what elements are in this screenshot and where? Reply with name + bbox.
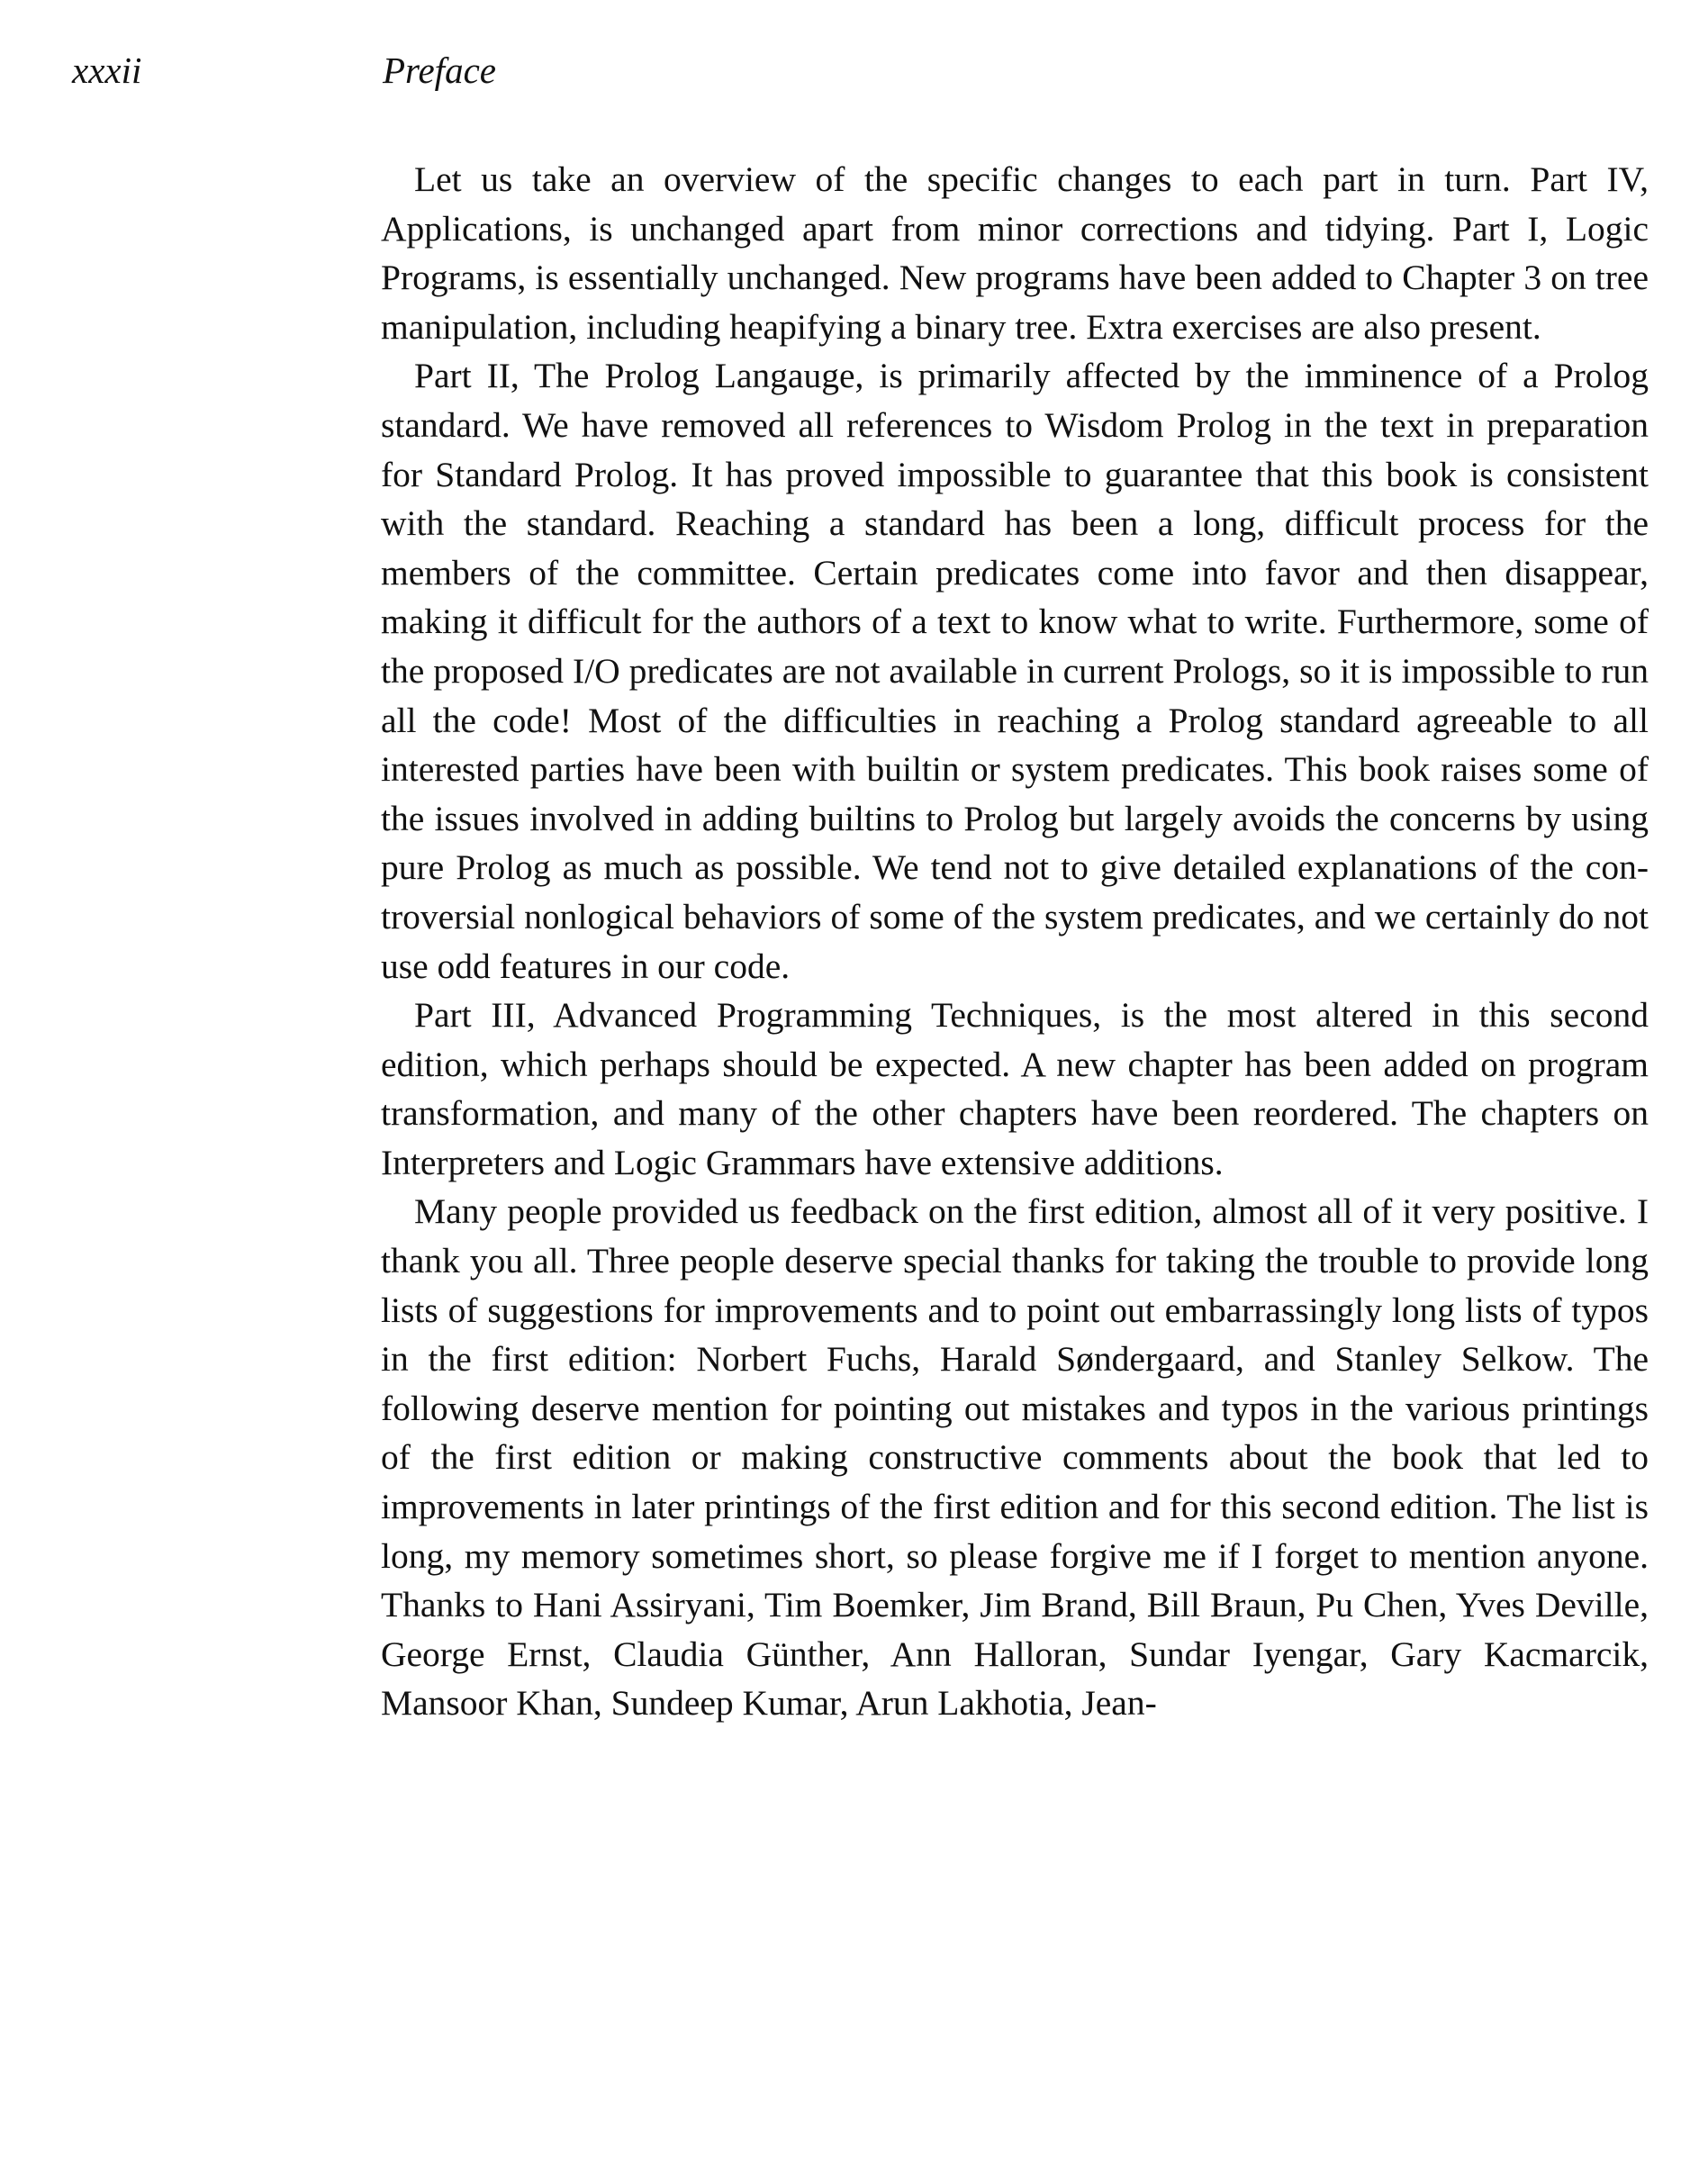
paragraph-part-two: Part II, The Prolog Langauge, is primarily affected by the imminence of a Prolog standard. We have removed all references to Wisdom Prolog in the text in preparation for Standard Prolog. It has proved impossible to guarantee that this book is consistent with the standard. Reaching a standard has been a long, difficult process for the members of the committee. Certain predicates come into favor and then disappear, making it difficult for the authors of a text to know what to write. Furthermore, some of the proposed I/O predicates are not available in current Prologs, so it is impossible to run all the code! Most of the difficulties in reaching a Prolog standard agreeable to all interested parties have been with builtin or system predicates. This book raises some of the issues involved in adding builtins to Prolog but largely avoids the concerns by using pure Prolog as much as possible. We tend not to give detailed explanations of the controversial nonlogical behaviors of some of the system predicates, and we certainly do not use odd features in our code. xyxy=(381,356,1649,986)
body-text xyxy=(381,155,1649,1728)
paragraph-changes-overview: Let us take an overview of the specific changes to each part in turn. Part IV, Applications, is unchanged apart from minor corrections and tidying. Part I, Logic Programs, is essentially unchanged. New programs have been added to Chapter 3 on tree manipulation, including heapifying a binary tree. Extra exercises are also present. xyxy=(381,159,1649,347)
paragraph-part-three: Part III, Advanced Programming Techniques, is the most altered in this second edition, which perhaps should be expected. A new chapter has been added on program transformation, and many of the other chapters have been reordered. The chapters on Interpreters and Logic Grammars have extensive additions. xyxy=(381,995,1649,1182)
page-number: xxxii xyxy=(72,50,142,91)
section-title: Preface xyxy=(383,50,496,91)
running-head xyxy=(72,43,1657,97)
paragraph-acknowledgments: Many people provided us feedback on the first edition, almost all of it very positive. I thank you all. Three people deserve special thanks for taking the trouble to provide long lists of suggestions for improvements and to point out embarrassingly long lists of typos in the first edition: Norbert Fuchs, Harald Søndergaard, and Stanley Selkow. The following deserve mention for pointing out mistakes and typos in the various printings of the first edition or making constructive comments about the book that led to improvements in later printings of the first edition and for this second edition. The list is long, my memory sometimes short, so please forgive me if I forget to mention anyone. Thanks to Hani Assiryani, Tim Boemker, Jim Brand, Bill Braun, Pu Chen, Yves Deville, George Ernst, Claudia Günther, Ann Halloran, Sundar Iyengar, Gary Kacmarcik, Mansoor Khan, Sundeep Kumar, Arun Lakhotia, Jean- xyxy=(381,1191,1649,1724)
